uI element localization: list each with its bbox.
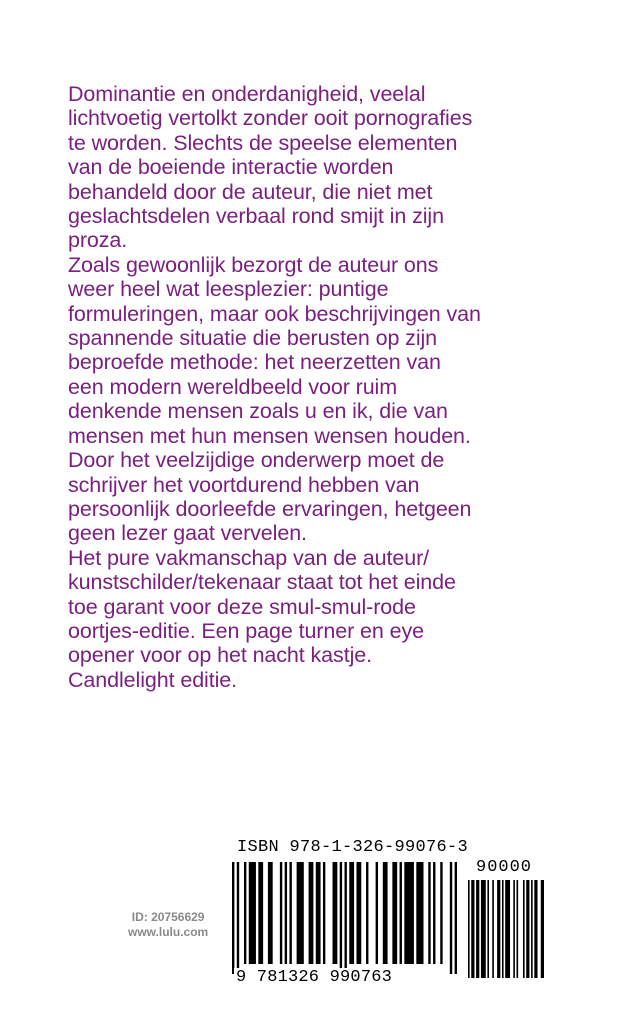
barcode-bar bbox=[481, 880, 486, 978]
blurb-line: beproefde methode: het neerzetten van bbox=[68, 350, 441, 375]
barcode-bar bbox=[376, 862, 378, 964]
barcode-bar bbox=[366, 862, 368, 964]
barcode-bar bbox=[285, 862, 287, 964]
barcode-bar bbox=[345, 862, 347, 974]
blurb-line: kunstschilder/tekenaar staat tot het einde bbox=[68, 570, 456, 595]
barcode-bar bbox=[232, 862, 234, 974]
barcode-bar bbox=[471, 880, 474, 978]
barcode-bar bbox=[280, 862, 282, 964]
blurb-line: schrijver het voortdurend hebben van bbox=[68, 472, 420, 497]
barcode-bar bbox=[433, 862, 435, 964]
barcode-bar bbox=[476, 880, 479, 978]
blurb-line: toe garant voor deze smul-smul-rode bbox=[68, 594, 416, 619]
barcode-bar bbox=[534, 880, 537, 978]
barcode-bar bbox=[258, 862, 263, 964]
ean-digits: 9 781326 990763 bbox=[236, 968, 393, 987]
barcode-bar bbox=[340, 862, 342, 974]
barcode-bar bbox=[316, 862, 321, 964]
barcode-bar bbox=[450, 862, 452, 974]
barcode-bar bbox=[404, 862, 414, 964]
barcode-bar bbox=[541, 880, 544, 978]
addon-digits: 90000 bbox=[476, 858, 533, 877]
barcode-bar bbox=[440, 862, 442, 964]
blurb-line: Zoals gewoonlijk bezorgt de auteur ons bbox=[68, 252, 439, 277]
barcode-bar bbox=[289, 862, 291, 964]
blurb-line: oortjes-editie. Een page turner en eye bbox=[68, 618, 424, 643]
barcode-bar bbox=[383, 862, 388, 964]
barcode-bar bbox=[297, 862, 304, 964]
publisher-id-block bbox=[128, 910, 208, 940]
blurb-line: persoonlijk doorleefde ervaringen, hetgeen bbox=[68, 496, 472, 521]
barcode-bar bbox=[468, 880, 470, 978]
blurb-line: Het pure vakmanschap van de auteur/ bbox=[68, 545, 430, 570]
addon-barcode-bars bbox=[468, 880, 544, 988]
isbn-barcode bbox=[232, 838, 552, 988]
publisher-website: www.lulu.com bbox=[128, 925, 209, 939]
barcode-bar bbox=[502, 880, 504, 978]
blurb-line: Dominantie en onderdanigheid, veelal bbox=[68, 82, 426, 106]
barcode-bar bbox=[497, 880, 500, 978]
blurb-line: weer heel wat leesplezier: puntige bbox=[68, 277, 389, 302]
barcode-bar bbox=[237, 862, 239, 974]
barcode-bar bbox=[505, 880, 510, 978]
blurb-line: behandeld door de auteur, die niet met bbox=[68, 179, 433, 204]
barcode-bar bbox=[531, 880, 533, 978]
blurb-line: te worden. Slechts de speelse elementen bbox=[68, 130, 458, 155]
barcode-bar bbox=[428, 862, 430, 964]
barcode-bar bbox=[356, 862, 361, 964]
blurb-line: spannende situatie die berusten op zijn bbox=[68, 326, 438, 351]
blurb-line: proza. bbox=[68, 228, 128, 253]
blurb-text bbox=[68, 82, 568, 692]
barcode-bar bbox=[268, 862, 273, 964]
blurb-line: lichtvoetig vertolkt zonder ooit pornografies bbox=[68, 106, 473, 131]
blurb-line: Door het veelzijdige onderwerp moet de bbox=[68, 448, 445, 473]
barcode-bar bbox=[309, 862, 314, 964]
blurb-line: van de boeiende interactie worden bbox=[68, 155, 394, 180]
barcode-bar bbox=[400, 862, 402, 964]
barcode-bar bbox=[517, 880, 519, 978]
barcode-bar bbox=[492, 880, 494, 978]
barcode-bar bbox=[249, 862, 256, 964]
barcode-bar bbox=[523, 880, 525, 978]
blurb-line: mensen met hun mensen wensen houden. bbox=[68, 423, 471, 448]
blurb-line: formuleringen, maar ook beschrijvingen van bbox=[68, 301, 481, 326]
barcode-bar bbox=[392, 862, 397, 964]
barcode-bar bbox=[349, 862, 354, 964]
blurb-line: Candlelight editie. bbox=[68, 667, 238, 692]
isbn-label: ISBN 978-1-326-99076-3 bbox=[237, 838, 469, 857]
barcode-bar bbox=[526, 880, 529, 978]
publisher-id: ID: 20756629 bbox=[131, 910, 205, 924]
blurb-line: denkende mensen zoals u en ik, die van bbox=[68, 399, 448, 424]
ean-barcode-bars bbox=[232, 862, 457, 974]
barcode-bar bbox=[455, 862, 457, 974]
barcode-bar bbox=[416, 862, 423, 964]
blurb-line: geen lezer gaat vervelen. bbox=[68, 521, 307, 546]
barcode-bar bbox=[323, 862, 325, 964]
barcode-bar bbox=[513, 880, 515, 978]
blurb-line: opener voor op het nacht kastje. bbox=[68, 643, 372, 668]
barcode-bar bbox=[487, 880, 489, 978]
barcode-bar bbox=[244, 862, 246, 964]
blurb-line: geslachtsdelen verbaal rond smijt in zijn bbox=[68, 204, 444, 229]
barcode-bar bbox=[333, 862, 338, 964]
blurb-line: een modern wereldbeeld voor ruim bbox=[68, 374, 398, 399]
